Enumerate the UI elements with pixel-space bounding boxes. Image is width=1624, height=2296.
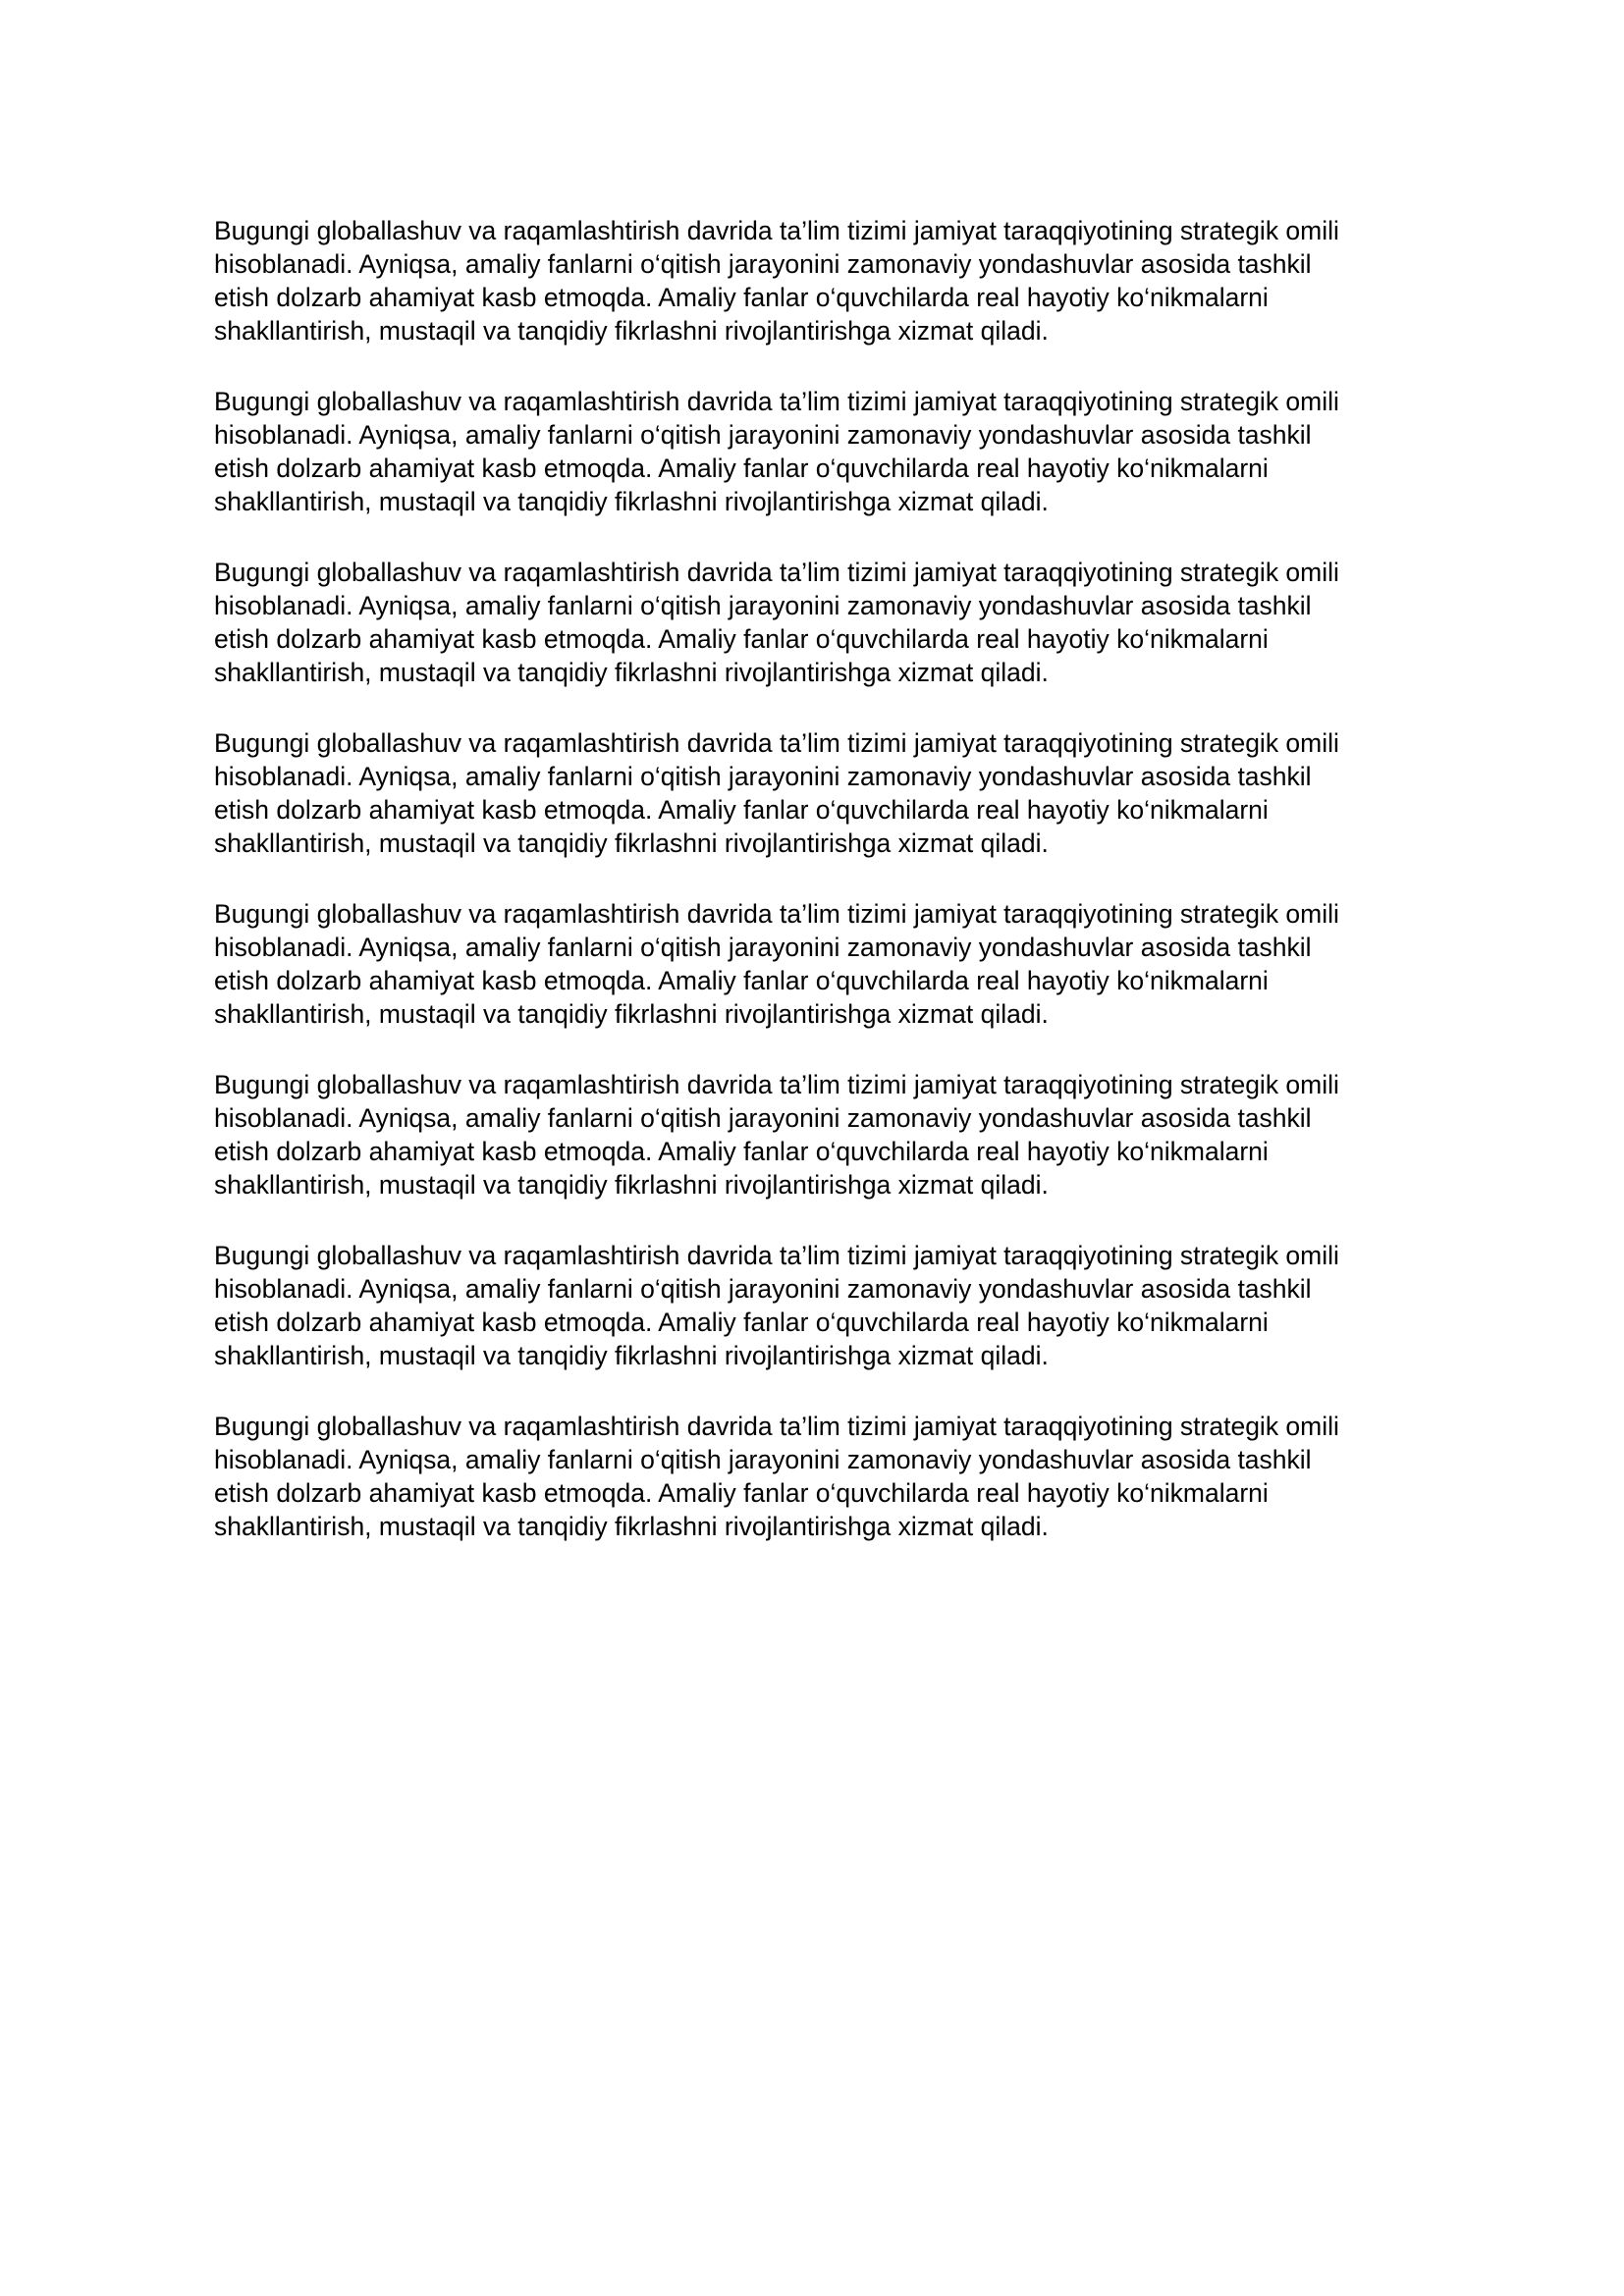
paragraph xyxy=(214,214,1412,347)
paragraph-line: etish dolzarb ahamiyat kasb etmoqda. Amaliy fanlar o‘quvchilarda real hayotiy ko‘nikmalarni xyxy=(214,1478,1269,1508)
paragraph-line: shakllantirish, mustaqil va tanqidiy fikrlashni rivojlantirishga xizmat qiladi. xyxy=(214,658,1049,687)
paragraph-line: Bugungi globallashuv va raqamlashtirish davrida ta’lim tizimi jamiyat taraqqiyotining strategik omili xyxy=(214,558,1339,587)
paragraph xyxy=(214,1410,1412,1543)
paragraph-line: etish dolzarb ahamiyat kasb etmoqda. Amaliy fanlar o‘quvchilarda real hayotiy ko‘nikmalarni xyxy=(214,624,1269,654)
paragraph-line: etish dolzarb ahamiyat kasb etmoqda. Amaliy fanlar o‘quvchilarda real hayotiy ko‘nikmalarni xyxy=(214,283,1269,312)
paragraph-line: hisoblanadi. Ayniqsa, amaliy fanlarni o‘qitish jarayonini zamonaviy yondashuvlar asosida tashkil xyxy=(214,1445,1312,1474)
paragraph-line: hisoblanadi. Ayniqsa, amaliy fanlarni o‘qitish jarayonini zamonaviy yondashuvlar asosida tashkil xyxy=(214,1274,1312,1304)
paragraph-line: hisoblanadi. Ayniqsa, amaliy fanlarni o‘qitish jarayonini zamonaviy yondashuvlar asosida tashkil xyxy=(214,933,1312,962)
paragraph-line: hisoblanadi. Ayniqsa, amaliy fanlarni o‘qitish jarayonini zamonaviy yondashuvlar asosida tashkil xyxy=(214,420,1312,450)
paragraph xyxy=(214,385,1412,518)
paragraph-line: Bugungi globallashuv va raqamlashtirish davrida ta’lim tizimi jamiyat taraqqiyotining strategik omili xyxy=(214,728,1339,758)
paragraph-line: Bugungi globallashuv va raqamlashtirish davrida ta’lim tizimi jamiyat taraqqiyotining strategik omili xyxy=(214,216,1339,245)
paragraph xyxy=(214,1068,1412,1201)
paragraph-line: shakllantirish, mustaqil va tanqidiy fikrlashni rivojlantirishga xizmat qiladi. xyxy=(214,999,1049,1029)
paragraph-line: etish dolzarb ahamiyat kasb etmoqda. Amaliy fanlar o‘quvchilarda real hayotiy ko‘nikmalarni xyxy=(214,1308,1269,1337)
paragraph-line: hisoblanadi. Ayniqsa, amaliy fanlarni o‘qitish jarayonini zamonaviy yondashuvlar asosida tashkil xyxy=(214,249,1312,279)
paragraph-line: Bugungi globallashuv va raqamlashtirish davrida ta’lim tizimi jamiyat taraqqiyotining strategik omili xyxy=(214,1070,1339,1099)
paragraph xyxy=(214,556,1412,689)
document-body xyxy=(214,214,1412,1580)
paragraph-line: etish dolzarb ahamiyat kasb etmoqda. Amaliy fanlar o‘quvchilarda real hayotiy ko‘nikmalarni xyxy=(214,1137,1269,1166)
paragraph-line: shakllantirish, mustaqil va tanqidiy fikrlashni rivojlantirishga xizmat qiladi. xyxy=(214,1341,1049,1370)
paragraph-line: etish dolzarb ahamiyat kasb etmoqda. Amaliy fanlar o‘quvchilarda real hayotiy ko‘nikmalarni xyxy=(214,966,1269,995)
paragraph-line: etish dolzarb ahamiyat kasb etmoqda. Amaliy fanlar o‘quvchilarda real hayotiy ko‘nikmalarni xyxy=(214,795,1269,825)
paragraph-line: hisoblanadi. Ayniqsa, amaliy fanlarni o‘qitish jarayonini zamonaviy yondashuvlar asosida tashkil xyxy=(214,762,1312,791)
paragraph xyxy=(214,1239,1412,1372)
paragraph-line: Bugungi globallashuv va raqamlashtirish davrida ta’lim tizimi jamiyat taraqqiyotining strategik omili xyxy=(214,1412,1339,1441)
paragraph-line: hisoblanadi. Ayniqsa, amaliy fanlarni o‘qitish jarayonini zamonaviy yondashuvlar asosida tashkil xyxy=(214,591,1312,620)
paragraph-line: shakllantirish, mustaqil va tanqidiy fikrlashni rivojlantirishga xizmat qiladi. xyxy=(214,316,1049,346)
paragraph-line: shakllantirish, mustaqil va tanqidiy fikrlashni rivojlantirishga xizmat qiladi. xyxy=(214,828,1049,858)
paragraph-line: hisoblanadi. Ayniqsa, amaliy fanlarni o‘qitish jarayonini zamonaviy yondashuvlar asosida tashkil xyxy=(214,1103,1312,1133)
paragraph-line: shakllantirish, mustaqil va tanqidiy fikrlashni rivojlantirishga xizmat qiladi. xyxy=(214,1512,1049,1541)
paragraph xyxy=(214,726,1412,860)
paragraph-line: Bugungi globallashuv va raqamlashtirish davrida ta’lim tizimi jamiyat taraqqiyotining strategik omili xyxy=(214,899,1339,929)
paragraph-line: shakllantirish, mustaqil va tanqidiy fikrlashni rivojlantirishga xizmat qiladi. xyxy=(214,1170,1049,1200)
paragraph xyxy=(214,897,1412,1031)
paragraph-line: Bugungi globallashuv va raqamlashtirish davrida ta’lim tizimi jamiyat taraqqiyotining strategik omili xyxy=(214,1241,1339,1270)
paragraph-line: Bugungi globallashuv va raqamlashtirish davrida ta’lim tizimi jamiyat taraqqiyotining strategik omili xyxy=(214,387,1339,416)
paragraph-line: shakllantirish, mustaqil va tanqidiy fikrlashni rivojlantirishga xizmat qiladi. xyxy=(214,487,1049,516)
paragraph-line: etish dolzarb ahamiyat kasb etmoqda. Amaliy fanlar o‘quvchilarda real hayotiy ko‘nikmalarni xyxy=(214,454,1269,483)
